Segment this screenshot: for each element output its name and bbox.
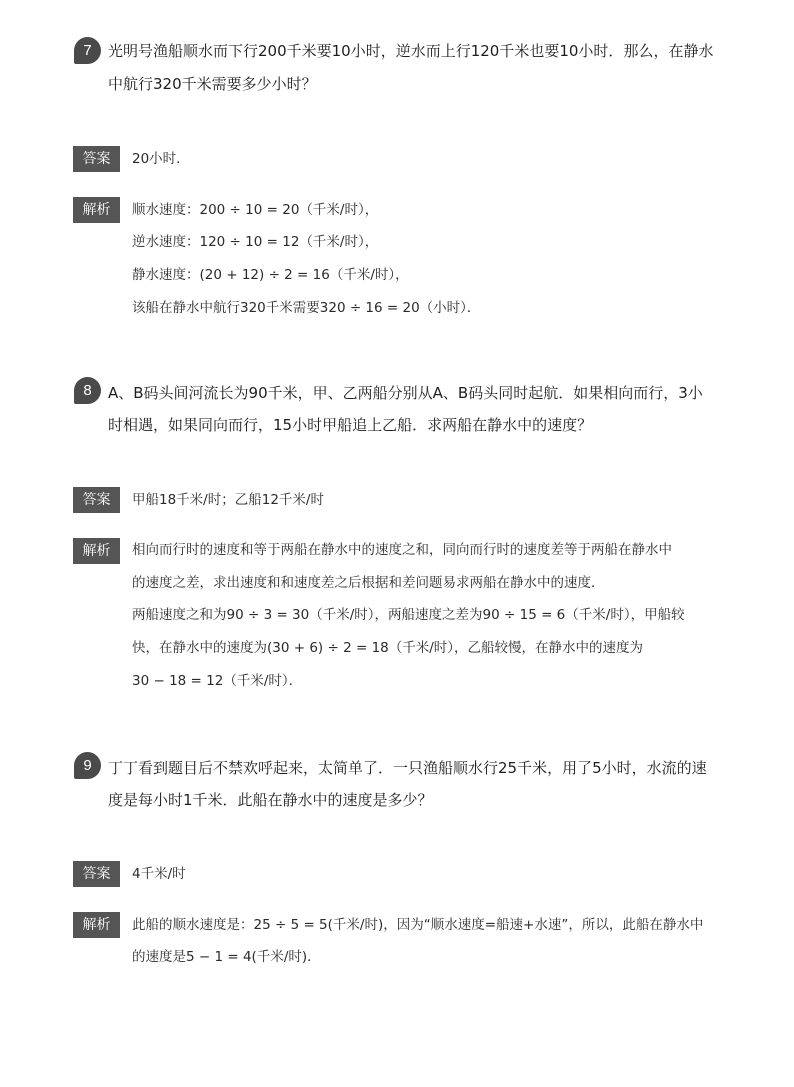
answer-text: 甲船18千米/时；乙船12千米/时 <box>132 492 324 508</box>
answer-label: 答案 <box>73 146 120 172</box>
problem-number-badge: 8 <box>74 377 101 404</box>
answer-text: 20小时． <box>132 151 190 167</box>
explanation-line: 静水速度：(20 + 12) ÷ 2 = 16（千米/时）， <box>132 267 409 283</box>
question-line: 光明号渔船顺水而下行200千米要10小时，逆水而上行120千米也要10小时．那么，在静水 <box>108 42 714 60</box>
question-line: 时相遇，如果同向而行，15小时甲船追上乙船．求两船在静水中的速度？ <box>108 416 593 434</box>
answer-text: 4千米/时 <box>132 866 186 882</box>
explanation-line: 快，在静水中的速度为(30 + 6) ÷ 2 = 18（千米/时），乙船较慢，在静水中的速度为 <box>132 640 644 656</box>
question-line: 丁丁看到题目后不禁欢呼起来，太简单了．一只渔船顺水行25千米，用了5小时，水流的速 <box>108 759 707 777</box>
explanation-line: 相向而行时的速度和等于两船在静水中的速度之和，同向而行时的速度差等于两船在静水中 <box>132 542 672 558</box>
explanation-line: 该船在静水中航行320千米需要320 ÷ 16 = 20（小时）． <box>132 300 481 316</box>
answer-label: 答案 <box>73 861 120 887</box>
explanation-line: 30 − 18 = 12（千米/时）． <box>132 673 303 689</box>
explanation-line: 的速度之差，求出速度和和速度差之后根据和差问题易求两船在静水中的速度． <box>132 575 605 591</box>
explanation-label: 解析 <box>73 538 120 564</box>
question-line: 度是每小时1千米．此船在静水中的速度是多少？ <box>108 791 433 809</box>
answer-label: 答案 <box>73 487 120 513</box>
explanation-label: 解析 <box>73 912 120 938</box>
question-line: 中航行320千米需要多少小时？ <box>108 75 317 93</box>
explanation-line: 两船速度之和为90 ÷ 3 = 30（千米/时），两船速度之差为90 ÷ 15 = 6（千米/时），甲船较 <box>132 607 685 623</box>
explanation-line: 顺水速度：200 ÷ 10 = 20（千米/时）， <box>132 202 379 218</box>
explanation-line: 此船的顺水速度是：25 ÷ 5 = 5(千米/时)，因为“顺水速度=船速+水速”，所以，此船在静水中 <box>132 917 704 933</box>
explanation-label: 解析 <box>73 197 120 223</box>
explanation-line: 的速度是5 − 1 = 4(千米/时)． <box>132 949 321 965</box>
problem-number-badge: 7 <box>74 37 101 64</box>
explanation-line: 逆水速度：120 ÷ 10 = 12（千米/时）， <box>132 234 379 250</box>
question-line: A、B码头间河流长为90千米，甲、乙两船分别从A、B码头同时起航．如果相向而行，3小 <box>108 384 703 402</box>
problem-number-badge: 9 <box>74 752 101 779</box>
